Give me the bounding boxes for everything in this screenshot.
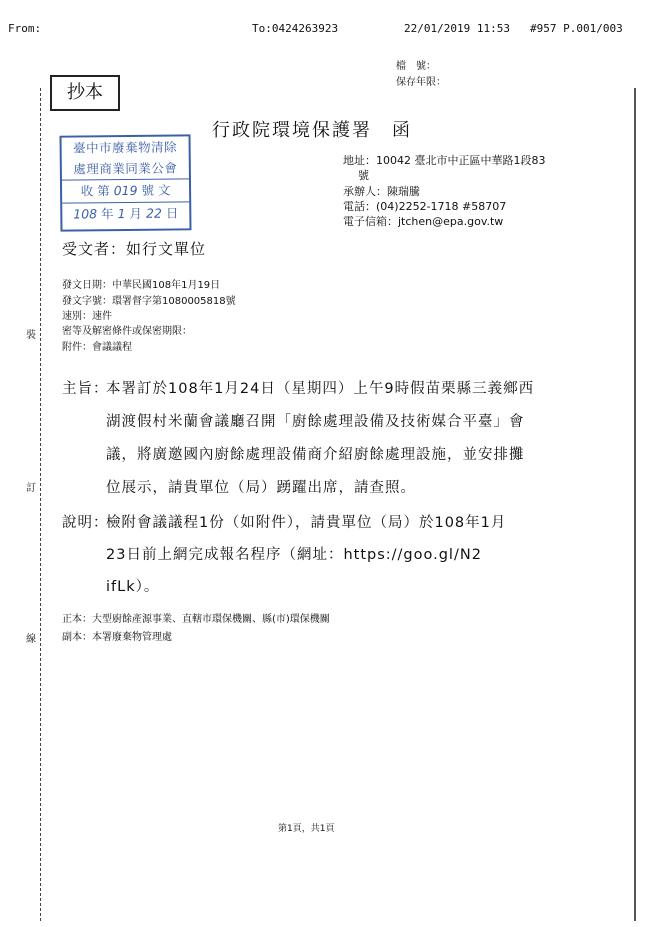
contact-email: 電子信箱：jtchen@epa.gov.tw — [343, 215, 504, 228]
stamp-doc-suffix: 號 — [141, 182, 155, 198]
contact-address: 地址：10042 臺北市中正區中華路1段83 — [343, 154, 546, 167]
subject-line-1: 本署訂於108年1月24日（星期四）上午9時假苗栗縣三義鄉西 — [106, 381, 535, 397]
issuer-title: 行政院環境保護署 函 — [212, 120, 412, 141]
stamp-date-day: 22 — [145, 205, 162, 221]
explanation-line-1: 檢附會議議程1份（如附件），請貴單位（局）於108年1月 — [106, 515, 507, 531]
fax-datetime: 22/01/2019 11:53 — [404, 22, 510, 35]
stamp-day-label: 日 — [165, 205, 179, 221]
explanation-label: 說明： — [62, 515, 109, 531]
distribution-copy: 副本：本署廢棄物管理處 — [62, 632, 172, 643]
stamp-doc-number-row — [62, 179, 189, 203]
subject-label: 主旨： — [62, 381, 109, 397]
meta-doc-number: 發文字號：環署督字第1080005818號 — [62, 296, 236, 307]
subject-line-3: 議，將廣邀國內廚餘處理設備商介紹廚餘處理設施，並安排攤 — [106, 447, 525, 463]
fax-to-number: To:0424263923 — [252, 22, 339, 35]
copy-mark: 抄本 — [50, 75, 120, 111]
recipient: 受文者：如行文單位 — [62, 240, 207, 258]
meta-attachment: 附件：會議議程 — [62, 342, 132, 353]
stamp-date-row — [62, 202, 189, 225]
page-footer: 第1頁，共1頁 — [278, 824, 335, 834]
meta-speed: 速別：速件 — [62, 311, 112, 322]
fax-page-ref: #957 P.001/003 — [530, 22, 623, 35]
explanation-line-2: 23日前上網完成報名程序（網址：https://goo.gl/N2 — [106, 547, 482, 563]
contact-address-cont: 號 — [358, 169, 369, 182]
subject-line-4: 位展示，請貴單位（局）踴躍出席，請查照。 — [106, 480, 416, 496]
margin-mark-line: 線 — [26, 634, 36, 645]
meta-secrecy: 密等及解密條件或保密期限： — [62, 326, 192, 337]
margin-mark-bind: 裝 — [26, 330, 36, 341]
subject-line-2: 湖渡假村米蘭會議廳召開「廚餘處理設備及技術媒合平臺」會 — [106, 414, 525, 430]
binding-line — [40, 88, 41, 921]
stamp-doc-number: 019 — [113, 182, 138, 199]
explanation-line-3: ifLk）。 — [106, 579, 160, 595]
fax-from-label: From: — [8, 22, 42, 35]
stamp-doc-prefix: 第 — [97, 183, 110, 199]
file-number-label: 檔 號： — [396, 61, 436, 72]
stamp-month-label: 月 — [129, 205, 143, 221]
received-stamp — [60, 134, 192, 231]
stamp-date-month: 1 — [117, 206, 126, 222]
page-right-edge — [634, 88, 636, 921]
margin-mark-staple: 訂 — [26, 483, 36, 494]
contact-phone: 電話：(04)2252-1718 #58707 — [343, 200, 507, 213]
stamp-org-line2: 處理商業同業公會 — [62, 157, 189, 180]
distribution-main: 正本：大型廚餘產源事業、直轄市環保機關、縣(市)環保機關 — [62, 614, 330, 625]
stamp-date-year: 108 — [73, 206, 98, 222]
retention-period-label: 保存年限： — [396, 77, 446, 88]
stamp-received-label: 收 — [80, 183, 94, 199]
stamp-doc-label: 文 — [157, 182, 171, 198]
stamp-org-line1: 臺中市廢棄物清除 — [73, 139, 178, 156]
stamp-year-label: 年 — [100, 206, 114, 222]
contact-handler: 承辦人：陳瑞騰 — [343, 185, 420, 198]
meta-date: 發文日期：中華民國108年1月19日 — [62, 280, 221, 291]
